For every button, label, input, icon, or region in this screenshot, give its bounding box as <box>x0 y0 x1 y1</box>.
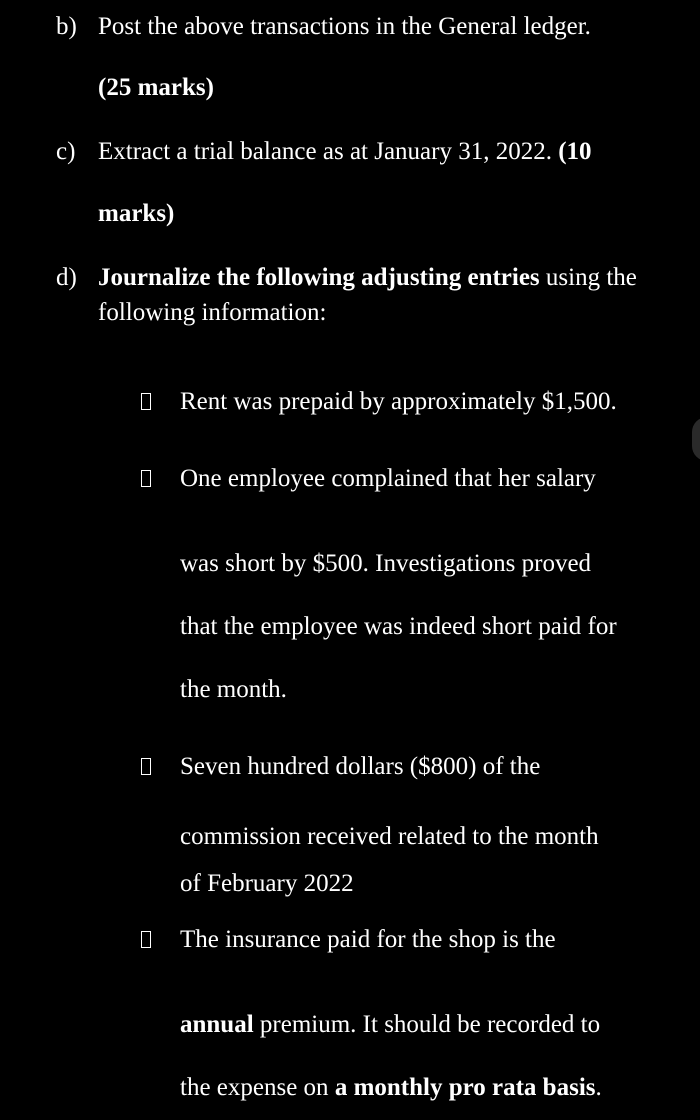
bullet-icon <box>141 393 151 410</box>
bullet-2-line-1: One employee complained that her salary <box>180 465 596 492</box>
bullet-3-line-1: Seven hundred dollars ($800) of the <box>180 753 541 780</box>
item-c-marks: marks) <box>98 200 175 227</box>
bullet-3-line-3: of February 2022 <box>180 870 354 897</box>
bullet-icon <box>141 758 151 775</box>
item-c-text: Extract a trial balance as at January 31, 2022. (10 <box>98 138 592 165</box>
item-d-text-line2: following information: <box>98 299 327 326</box>
scroll-handle[interactable] <box>692 417 700 461</box>
bullet-2-line-2: was short by $500. Investigations proved <box>180 550 592 577</box>
bullet-4-line-2: annual premium. It should be recorded to <box>180 1011 601 1038</box>
bullet-1-line-1: Rent was prepaid by approximately $1,500. <box>180 388 617 415</box>
bullet-icon <box>141 931 151 948</box>
bullet-2-line-3: that the employee was indeed short paid for <box>180 613 617 640</box>
item-d-marker: d) <box>56 264 77 291</box>
bullet-4-line-1: The insurance paid for the shop is the <box>180 926 556 953</box>
bullet-4-line-3: the expense on a monthly pro rata basis. <box>180 1074 602 1101</box>
bullet-icon <box>141 470 151 487</box>
item-b-marker: b) <box>56 13 77 40</box>
item-c-marker: c) <box>56 138 76 165</box>
item-b-text: Post the above transactions in the General ledger. <box>98 13 591 40</box>
bullet-2-line-4: the month. <box>180 676 287 703</box>
item-d-text: Journalize the following adjusting entries using the <box>98 264 637 291</box>
bullet-3-line-2: commission received related to the month <box>180 823 599 850</box>
item-b-marks: (25 marks) <box>98 74 214 101</box>
